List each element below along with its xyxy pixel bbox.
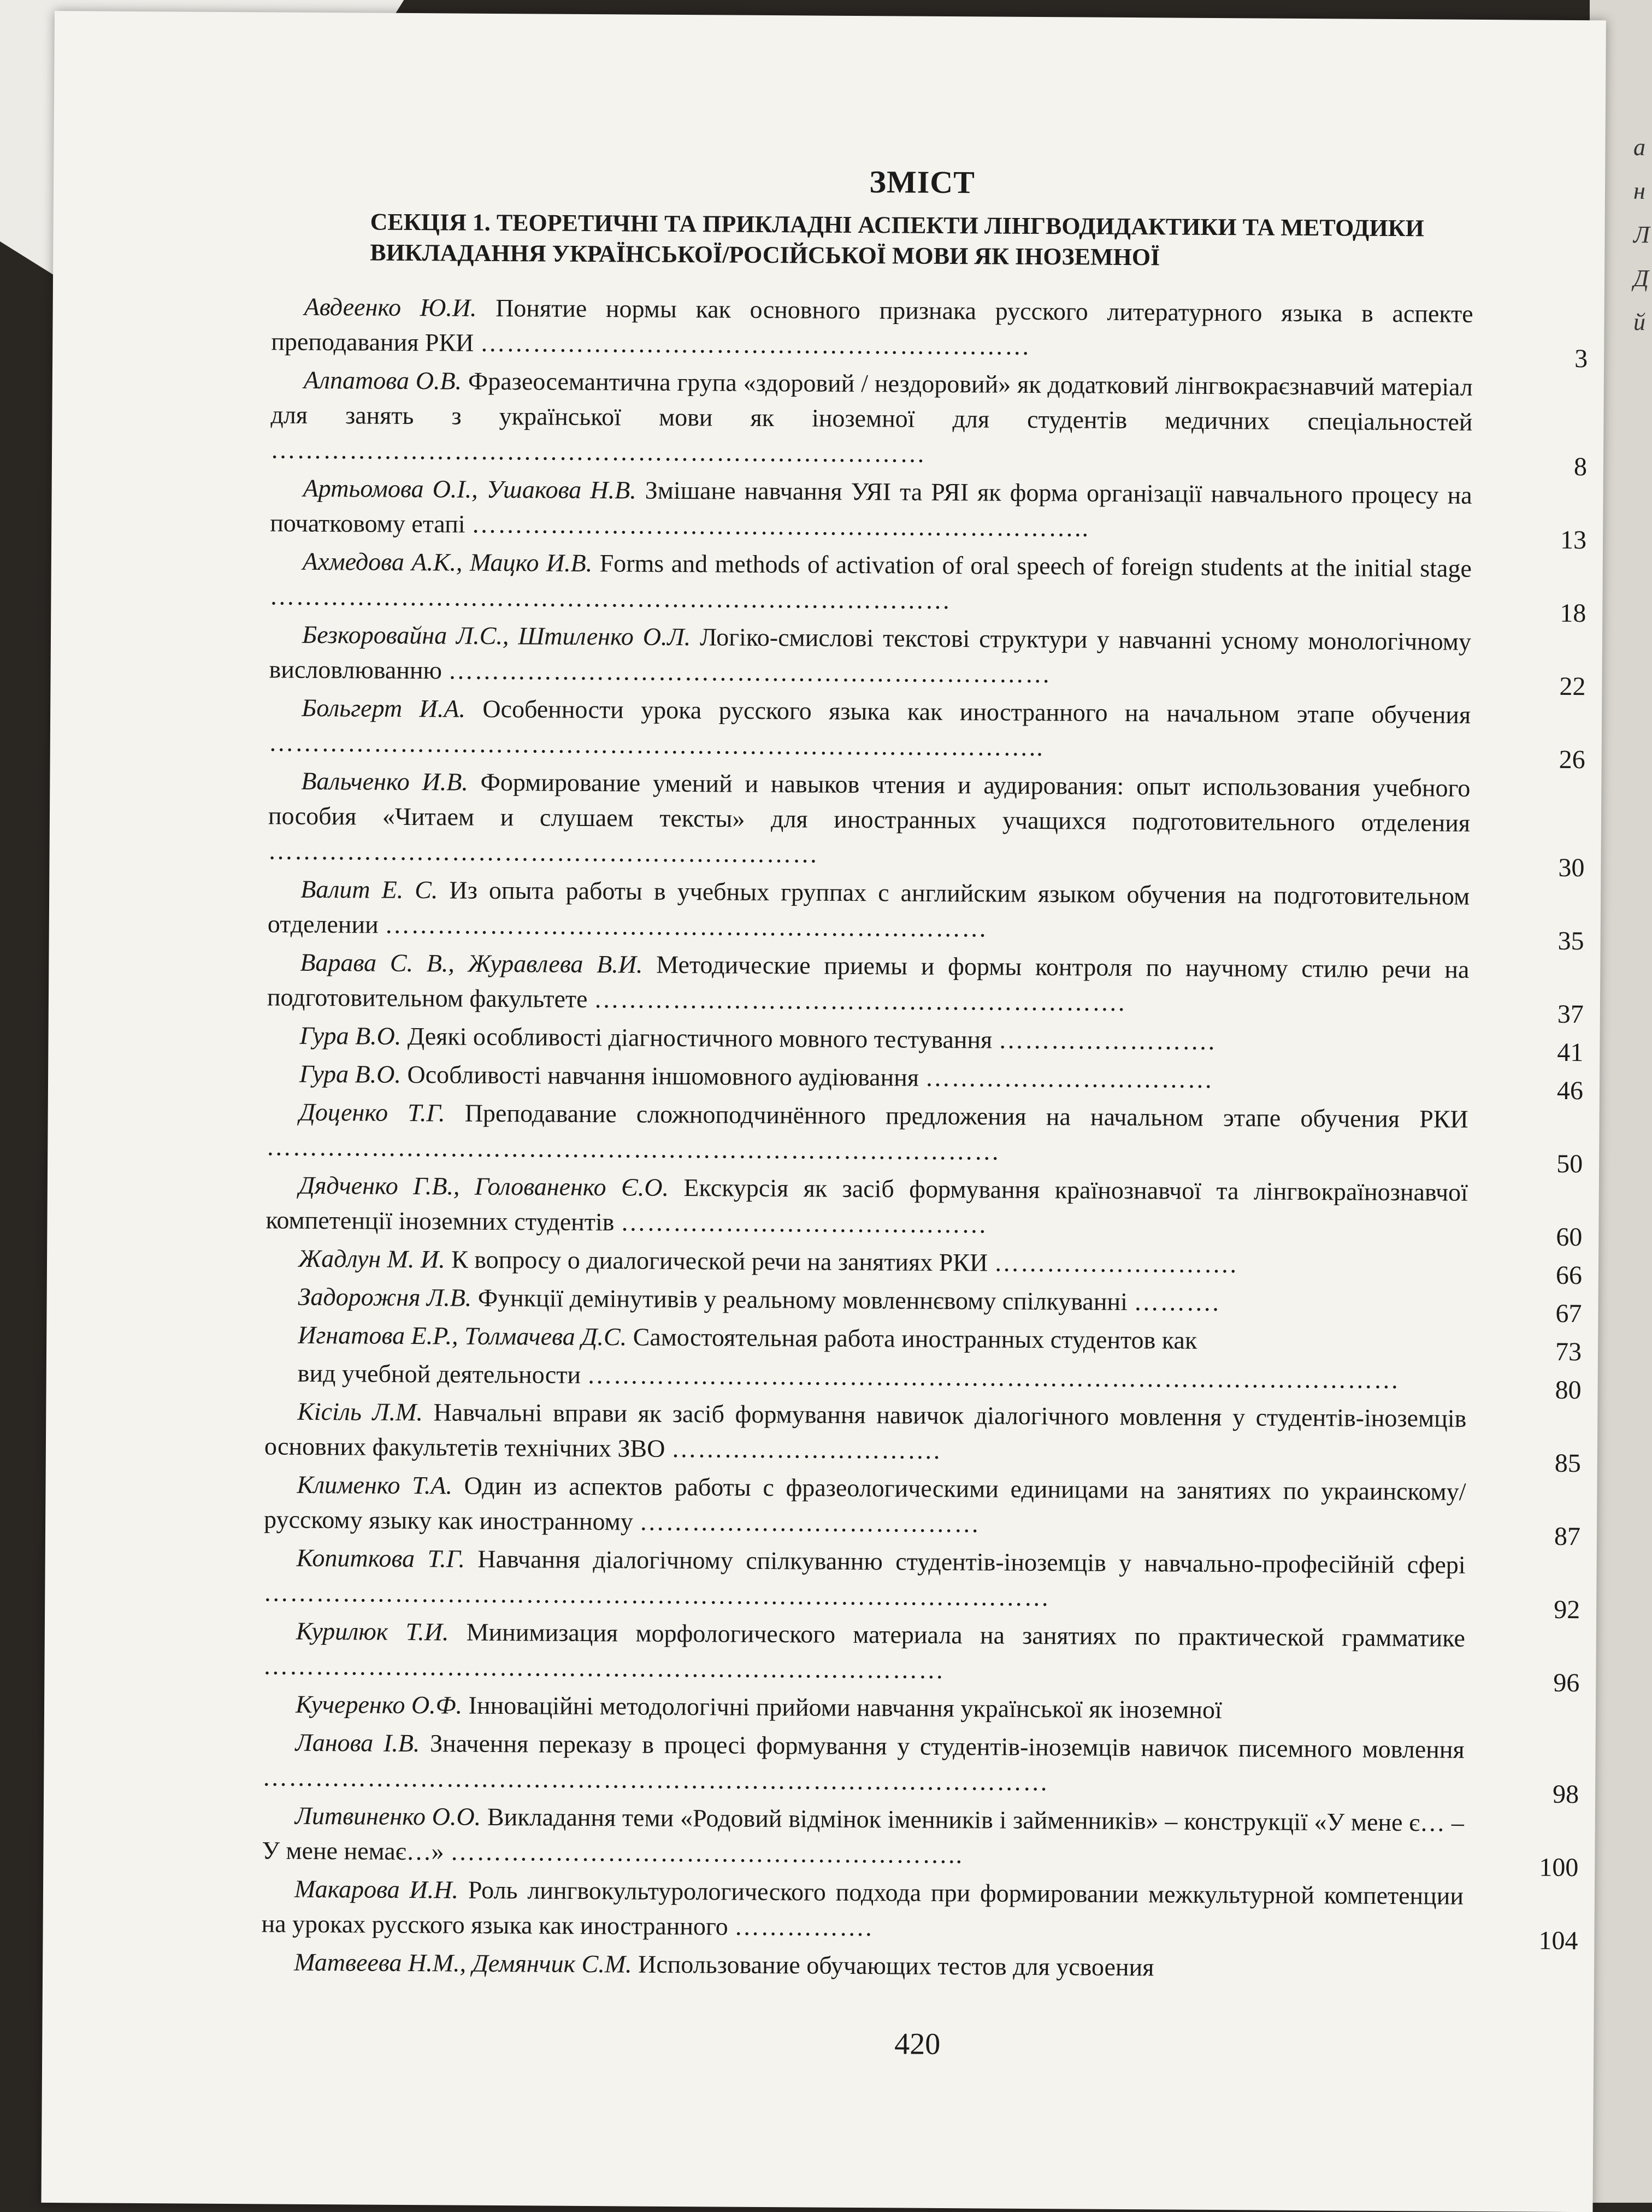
entry-leader-dots: ……………………………………………………………	[385, 910, 988, 942]
entry-author: Макарова И.Н.	[294, 1874, 459, 1904]
adjacent-page-text	[1633, 126, 1650, 344]
toc-entry-text	[266, 1241, 1467, 1283]
entry-page-number: 66	[1555, 1260, 1583, 1290]
toc-entry-text	[264, 1394, 1467, 1471]
entry-title: Інноваційні методологічні прийоми навчання української як іноземної	[468, 1691, 1222, 1724]
entry-leader-dots: …………………….	[998, 1025, 1216, 1055]
entry-author: Ахмедова А.К., Мацко И.В.	[302, 547, 593, 577]
toc-entry	[263, 1686, 1563, 1730]
entry-author: Доценко Т.Г.	[299, 1098, 445, 1127]
entry-page-number: 80	[1555, 1375, 1582, 1405]
entry-author: Литвиненко О.О.	[294, 1801, 481, 1831]
entry-page-number: 85	[1554, 1448, 1581, 1478]
entry-author: Алпатова О.В.	[303, 365, 462, 395]
entry-leader-dots: …………………………………………………………………………	[266, 1132, 1001, 1165]
entry-author: Кучеренко О.Ф.	[295, 1690, 463, 1719]
toc-entry	[266, 1241, 1583, 1290]
adjacent-page-line: а	[1633, 134, 1645, 161]
entry-leader-dots: ………………………………………………………	[480, 328, 1031, 360]
toc-entry-text	[271, 289, 1473, 366]
entry-page-number: 46	[1556, 1076, 1584, 1106]
entry-author: Курилюк Т.И.	[296, 1617, 449, 1646]
entry-title: Использование обучающих тестов для усвоения	[638, 1950, 1154, 1981]
entry-author: Матвеева Н.М., Демянчик С.М.	[294, 1948, 632, 1978]
entry-page-number: 13	[1560, 525, 1587, 555]
entry-title: Функції демінутивів у реальному мовленнєвому спілкуванні	[477, 1283, 1128, 1316]
toc-entry	[267, 1056, 1584, 1106]
entry-author: Вальченко И.В.	[301, 766, 468, 796]
entry-leader-dots: …………….	[734, 1912, 873, 1942]
entry-leader-dots: ………………………….	[671, 1434, 941, 1464]
entry-author: Валит Е. С.	[300, 875, 438, 904]
toc-entry-text	[267, 1018, 1468, 1060]
entry-page-number: 18	[1560, 598, 1586, 628]
entry-leader-dots: ……………………………………………………………	[448, 656, 1052, 688]
entry-title: Навчальні вправи як засіб формування навичок діалогічного мовлення у студентів-іноземців основних факультетів технічних ЗВО	[264, 1398, 1467, 1462]
toc-entry	[270, 470, 1587, 555]
toc-entry-text	[266, 1167, 1468, 1244]
entry-title: Логіко-смислові текстові структури у навчанні усному монологічному висловлюванню	[269, 623, 1472, 685]
entry-page-number: 41	[1557, 1037, 1584, 1067]
toc-entry	[263, 1467, 1581, 1552]
adjacent-page-line: Д	[1633, 265, 1649, 292]
entry-page-number: 50	[1556, 1149, 1583, 1179]
entry-leader-dots: ……………………………………………………………………	[269, 582, 952, 615]
entry-title: Екскурсія як засіб формування країнознавчої та лінгвокраїнознавчої компетенції іноземних студентів	[266, 1173, 1468, 1236]
toc-entry-text	[265, 1279, 1467, 1321]
entry-leader-dots: ……………………………	[925, 1063, 1214, 1093]
entry-page-number: 87	[1554, 1521, 1581, 1552]
entry-page-number: 37	[1557, 999, 1584, 1029]
toc-entry-text	[263, 1613, 1465, 1690]
page-number: 420	[894, 2027, 941, 2061]
entry-title: Деякі особливості діагностичного мовного тестування	[407, 1022, 993, 1054]
toc-entry-text	[269, 690, 1471, 767]
toc-entries	[261, 289, 1588, 1987]
toc-entry-text	[262, 1725, 1465, 1802]
section-heading: СЕКЦІЯ 1. ТЕОРЕТИЧНІ ТА ПРИКЛАДНІ АСПЕКТИ ЛІНГВОДИДАКТИКИ ТА МЕТОДИКИ ВИКЛАДАННЯ УКРАЇНСЬКОЇ/РОСІЙСЬКОЇ МОВИ ЯК ІНОЗЕМНОЇ	[370, 208, 1424, 271]
entry-page-number: 30	[1558, 853, 1585, 883]
toc-entry-text	[270, 470, 1472, 547]
toc-entry	[265, 1355, 1582, 1405]
entry-leader-dots: …………………………………………………………………………………	[587, 1361, 1400, 1394]
toc-entry	[271, 289, 1588, 374]
toc-entry-text	[267, 1056, 1468, 1098]
toc-entry	[263, 1613, 1580, 1698]
entry-page-number: 67	[1555, 1299, 1582, 1329]
entry-author: Игнатова Е.Р., Толмачева Д.С.	[298, 1320, 627, 1351]
entry-author: Ланова І.В.	[295, 1728, 420, 1757]
entry-title: Викладання теми «Родовий відмінок іменників і займенників» – конструкції «У мене є… – У мене немає…»	[262, 1802, 1464, 1866]
entry-title: К вопросу о диалогической речи на занятиях РКИ	[451, 1245, 988, 1277]
entry-page-number: 60	[1556, 1222, 1583, 1252]
entry-title: Минимизация морфологического материала на занятиях по практической грамматике	[466, 1618, 1466, 1652]
toc-entry	[269, 544, 1586, 628]
entry-title: Самостоятельная работа иностранных студентов как	[633, 1323, 1197, 1354]
entry-title: Преподавание сложноподчинённого предложения на начальном этапе обучения РКИ	[464, 1099, 1468, 1133]
toc-entry	[268, 763, 1585, 883]
table-of-contents	[261, 160, 1588, 1990]
toc-entry-text	[268, 763, 1470, 875]
entry-author: Варава С. В., Журавлева В.И.	[300, 948, 643, 978]
entry-page-number: 96	[1553, 1668, 1580, 1698]
toc-entry-text	[268, 871, 1470, 948]
entry-author: Кісіль Л.М.	[297, 1397, 423, 1426]
page-title: ЗМІСТ	[869, 164, 976, 200]
entry-title: Навчання діалогічному спілкуванню студентів-іноземців у навчально-професійній сфері	[477, 1544, 1466, 1579]
entry-leader-dots: …………………………………………………….	[593, 985, 1126, 1017]
entry-leader-dots: ……………………………………………………………..	[471, 510, 1090, 542]
toc-entry-text	[263, 1540, 1466, 1617]
entry-title: Фразеосемантична група «здоровий / нездоровий» як додатковий лінгвокраєзнавчий матеріал для занять з української мови як іноземної для студентів медичних спеціальностей	[270, 367, 1473, 436]
toc-entry	[263, 1540, 1580, 1625]
toc-entry-text	[265, 1317, 1467, 1359]
toc-entry-text	[266, 1094, 1468, 1171]
entry-title: Forms and methods of activation of oral speech of foreign students at the initial stage	[599, 549, 1472, 582]
entry-page-number: 100	[1539, 1853, 1579, 1883]
entry-title: Особливості навчання іншомовного аудіювання	[407, 1060, 919, 1092]
entry-author: Клименко Т.А.	[297, 1470, 453, 1500]
toc-entry	[265, 1317, 1582, 1367]
toc-entry	[267, 1018, 1584, 1067]
entry-page-number: 3	[1574, 344, 1588, 374]
toc-entry-text	[265, 1355, 1467, 1397]
toc-entry-text	[264, 1467, 1466, 1544]
entry-title: Один из аспектов работы с фразеологическими единицами на занятиях по украинскому/русскому языку как иностранному	[263, 1471, 1466, 1536]
entry-leader-dots: ……………………………………………………………………	[263, 1651, 945, 1684]
entry-page-number: 98	[1552, 1779, 1579, 1809]
toc-entry	[267, 945, 1584, 1029]
entry-page-number: 92	[1554, 1595, 1580, 1625]
toc-entry	[264, 1394, 1581, 1478]
toc-entry	[268, 690, 1585, 775]
entry-leader-dots: …………………………………………………..	[450, 1837, 964, 1869]
entry-author: Безкоровайна Л.С., Штиленко О.Л.	[302, 620, 691, 651]
toc-entry	[267, 871, 1584, 956]
toc-entry-text	[269, 544, 1472, 621]
toc-entry-text	[263, 1686, 1465, 1729]
entry-title: Методические приемы и формы контроля по научному стилю речи на подготовительном факультете	[267, 950, 1470, 1013]
toc-entry	[261, 1944, 1561, 1987]
entry-title: Змішане навчання УЯІ та РЯІ як форма організації навчального процесу на початковому етапі	[270, 476, 1472, 538]
toc-entry	[265, 1279, 1582, 1329]
toc-entry	[266, 1167, 1583, 1252]
entry-leader-dots: ……….	[1134, 1288, 1220, 1317]
toc-entry	[269, 617, 1586, 701]
entry-author: Больгерт И.А.	[302, 693, 466, 723]
entry-leader-dots: …………………………………	[639, 1507, 981, 1538]
entry-author: Жадлун М. И.	[298, 1244, 445, 1273]
entry-page-number: 35	[1557, 926, 1584, 956]
entry-title: Понятие нормы как основного признака русского литературного языка в аспекте преподавания РКИ	[271, 293, 1473, 357]
entry-title: Значення переказу в процесі формування у студентів-іноземців навичок писемного мовлення	[429, 1729, 1465, 1763]
entry-author: Дядченко Г.В., Голованенко Є.О.	[298, 1171, 669, 1201]
entry-title: Формирование умений и навыков чтения и аудирования: опыт использования учебного пособия «Читаем и слушаем тексты» для иностранных учащихся подготовительного отделения	[268, 768, 1471, 837]
adjacent-page-line: н	[1633, 178, 1645, 204]
entry-leader-dots: ………………………………………………………	[268, 836, 819, 868]
toc-entry	[261, 1871, 1578, 1956]
entry-title: вид учебной деятельности	[297, 1359, 581, 1389]
entry-leader-dots: ………………………………………………………………………………	[262, 1763, 1049, 1796]
entry-title: Роль лингвокультурологического подхода при формировании межкультурной компетенции на уроках русского языка как иностранного	[261, 1875, 1464, 1940]
entry-title: Особенности урока русского языка как иностранного на начальном этапе обучения	[482, 694, 1471, 729]
entry-page-number: 73	[1555, 1337, 1582, 1367]
entry-title: Из опыта работы в учебных группах с английским языком обучения на подготовительном отделении	[267, 876, 1470, 939]
toc-entry-text	[267, 945, 1470, 1022]
entry-page-number: 104	[1538, 1926, 1578, 1956]
entry-author: Копиткова Т.Г.	[296, 1543, 465, 1573]
toc-entry	[262, 1798, 1579, 1883]
toc-entry-text	[269, 617, 1471, 694]
entry-page-number: 26	[1559, 745, 1585, 775]
entry-page-number: 22	[1559, 671, 1586, 701]
entry-author: Задорожня Л.В.	[298, 1282, 472, 1312]
toc-entry	[262, 1725, 1579, 1809]
toc-entry-text	[261, 1944, 1463, 1986]
adjacent-page-line: Л	[1633, 221, 1650, 248]
toc-entry	[270, 362, 1588, 482]
adjacent-page-line: й	[1633, 309, 1645, 335]
entry-leader-dots: …………………………………………………………………	[270, 435, 927, 468]
entry-leader-dots: ……………………….	[994, 1248, 1238, 1278]
entry-author: Артьомова О.І., Ушакова Н.В.	[303, 474, 636, 504]
entry-author: Гура В.О.	[299, 1059, 402, 1088]
entry-leader-dots: ……………………………………………………………………………..	[268, 728, 1044, 762]
document-page	[41, 11, 1606, 2212]
entry-leader-dots: ……………………………………	[620, 1208, 988, 1238]
toc-entry-text	[270, 362, 1473, 474]
entry-author: Авдеенко Ю.И.	[304, 292, 477, 322]
entry-leader-dots: ………………………………………………………………………………	[263, 1578, 1051, 1612]
toc-entry-text	[261, 1871, 1464, 1948]
toc-entry-text	[262, 1798, 1464, 1875]
entry-page-number: 8	[1573, 452, 1588, 482]
entry-author: Гура В.О.	[299, 1021, 402, 1050]
toc-entry	[266, 1094, 1583, 1179]
